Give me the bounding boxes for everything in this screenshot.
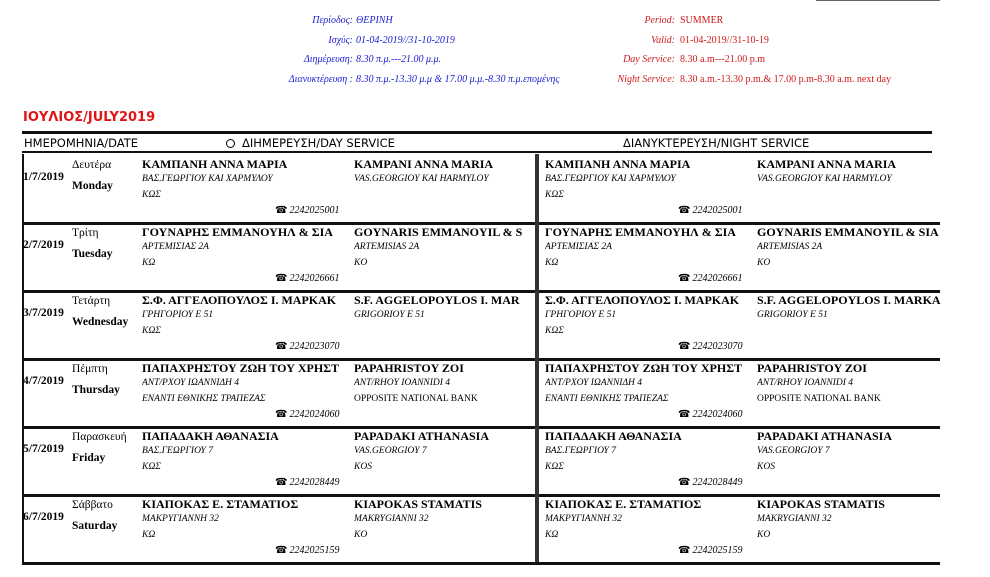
row-date: 2/7/2019 <box>23 239 64 251</box>
pharmacy-city: ΚΩΣ <box>545 462 564 472</box>
info-value: SUMMER <box>680 15 724 26</box>
pharmacy-name: ΠΑΠΑΔΑΚΗ ΑΘΑΝΑΣΙΑ <box>545 429 682 443</box>
night-pharmacy-english <box>757 157 967 187</box>
phone-icon: ☎ <box>275 409 288 420</box>
phone-number: 2242025001 <box>692 205 743 216</box>
info-label: Period: <box>644 15 675 26</box>
day-phone <box>275 273 339 284</box>
pharmacy-name: Σ.Φ. ΑΓΓΕΛΟΠΟΥΛΟΣ Ι. ΜΑΡΚΑΚ <box>142 293 337 307</box>
pharmacy-address: ANT/RHOY IOANNIDI 4 <box>757 378 854 388</box>
pharmacy-address: ARTEMISIAS 2A <box>757 242 823 252</box>
pharmacy-name: KAMPANI ANNA MARIA <box>354 157 494 171</box>
pharmacy-address: ANT/RHOY IOANNIDI 4 <box>354 378 451 388</box>
day-pharmacy-greek <box>142 225 352 271</box>
header-top-rule <box>22 131 932 134</box>
pharmacy-city: ΚΩ <box>142 530 156 540</box>
pharmacy-address: GRIGORIOY E 51 <box>757 310 828 320</box>
phone-number: 2242025159 <box>289 545 340 556</box>
info-label: Διανυκτέρευση : <box>288 73 353 85</box>
phone-number: 2242024060 <box>289 409 340 420</box>
day-pharmacy-english <box>354 293 564 323</box>
phone-icon: ☎ <box>275 477 288 488</box>
phone-icon: ☎ <box>275 341 288 352</box>
day-pharmacy-english <box>354 429 564 475</box>
pharmacy-name: PAPAHRISTOY ZOI <box>354 361 464 375</box>
row-date: 1/7/2019 <box>23 171 64 183</box>
row-weekday-greek: Τετάρτη <box>72 295 111 307</box>
phone-number: 2242026661 <box>692 273 743 284</box>
table-bottom-rule <box>22 562 940 565</box>
row-left-border <box>22 154 24 222</box>
greek-schedule-info <box>200 11 559 89</box>
pharmacy-name: ΚΙΑΠΟΚΑΣ Ε. ΣΤΑΜΑΤΙΟΣ <box>142 497 299 511</box>
row-weekday-english: Saturday <box>72 520 118 532</box>
pharmacy-address: ΑΡΤΕΜΙΣΙΑΣ 2Α <box>545 242 612 252</box>
pharmacy-name: ΓΟΥΝΑΡΗΣ ΕΜΜΑΝΟΥΗΛ & ΣΙΑ <box>545 225 736 239</box>
day-phone <box>275 409 339 420</box>
row-left-border <box>22 290 24 358</box>
schedule-row <box>22 426 940 494</box>
phone-number: 2242028449 <box>289 477 340 488</box>
info-row-day-en <box>550 50 891 70</box>
pharmacy-name: KAMPANI ANNA MARIA <box>757 157 897 171</box>
info-row-day-gr <box>200 50 559 70</box>
pharmacy-city: KOS <box>354 462 372 472</box>
night-phone <box>678 205 742 216</box>
info-label: Ισχύς: <box>328 34 353 46</box>
row-weekday-greek: Τρίτη <box>72 227 99 239</box>
info-value: 8.30 a.m---21.00 p.m <box>680 54 765 65</box>
info-row-valid-en <box>550 31 891 51</box>
pharmacy-name: ΓΟΥΝΑΡΗΣ ΕΜΜΑΝΟΥΗΛ & ΣΙΑ <box>142 225 333 239</box>
schedule-row <box>22 154 940 222</box>
phone-icon: ☎ <box>678 205 691 216</box>
pharmacy-address: MAKRYGIANNI 32 <box>757 514 832 524</box>
pharmacy-address: ΓΡΗΓΟΡΙΟΥ Ε 51 <box>545 310 617 320</box>
pharmacy-name: GOYNARIS EMMANOYIL & S <box>354 225 523 239</box>
pharmacy-name: ΠΑΠΑΧΡΗΣΤΟΥ ΖΩΗ ΤΟΥ ΧΡΗΣΤ <box>142 361 340 375</box>
info-label: Περίοδος: <box>312 15 353 26</box>
phone-icon: ☎ <box>275 205 288 216</box>
pharmacy-city: ΚΩ <box>545 530 559 540</box>
info-row-period-gr <box>200 11 559 31</box>
pharmacy-city: ΚΩΣ <box>142 190 161 200</box>
pharmacy-address: VAS.GEORGIOY KAI HARMYLOY <box>757 174 892 184</box>
row-weekday-english: Wednesday <box>72 316 129 328</box>
pharmacy-city: KO <box>354 258 368 268</box>
row-weekday-greek: Δευτέρα <box>72 159 112 171</box>
row-date: 5/7/2019 <box>23 443 64 455</box>
night-pharmacy-greek <box>545 293 755 339</box>
pharmacy-city: KO <box>354 530 368 540</box>
pharmacy-name: ΚΑΜΠΑΝΗ ΑΝΝΑ ΜΑΡΙΑ <box>545 157 691 171</box>
column-header-night-service: ΔΙΑΝΥΚΤΕΡΕΥΣΗ/NIGHT SERVICE <box>623 136 810 150</box>
pharmacy-address: ΓΡΗΓΟΡΙΟΥ Ε 51 <box>142 310 214 320</box>
header-bottom-rule <box>22 151 932 153</box>
pharmacy-address: ΜΑΚΡΥΓΙΑΝΝΗ 32 <box>545 514 622 524</box>
schedule-row <box>22 358 940 426</box>
pharmacy-address: VAS.GEORGIOY 7 <box>354 446 427 456</box>
day-pharmacy-greek <box>142 361 352 407</box>
phone-number: 2242025159 <box>692 545 743 556</box>
schedule-row <box>22 222 940 290</box>
pharmacy-city: ΚΩΣ <box>142 326 161 336</box>
pharmacy-name: GOYNARIS EMMANOYIL & SIA <box>757 225 939 239</box>
pharmacy-name: ΠΑΠΑΧΡΗΣΤΟΥ ΖΩΗ ΤΟΥ ΧΡΗΣΤ <box>545 361 743 375</box>
pharmacy-name: PAPADAKI ATHANASIA <box>757 429 893 443</box>
row-weekday-greek: Πέμπτη <box>72 363 108 375</box>
pharmacy-name: S.F. AGGELOPOYLOS I. MARKA <box>757 293 941 307</box>
night-phone <box>678 341 742 352</box>
night-pharmacy-english <box>757 361 967 407</box>
info-label: Night Service: <box>617 73 675 85</box>
day-phone <box>275 341 339 352</box>
pharmacy-address: ΒΑΣ.ΓΕΩΡΓΙΟΥ ΚΑΙ ΧΑΡΜΥΛΟΥ <box>142 174 273 184</box>
sun-icon <box>226 139 235 148</box>
night-pharmacy-greek <box>545 361 755 407</box>
row-left-border <box>22 494 24 562</box>
phone-number: 2242028449 <box>692 477 743 488</box>
day-pharmacy-english <box>354 225 564 271</box>
pharmacy-name: PAPAHRISTOY ZOI <box>757 361 867 375</box>
night-pharmacy-greek <box>545 497 755 543</box>
pharmacy-city: ΚΩ <box>545 258 559 268</box>
row-weekday-english: Thursday <box>72 384 120 396</box>
day-pharmacy-greek <box>142 429 352 475</box>
pharmacy-address: ARTEMISIAS 2A <box>354 242 420 252</box>
pharmacy-city: OPPOSITE NATIONAL BANK <box>757 394 881 404</box>
pharmacy-name: KIAPOKAS STAMATIS <box>757 497 885 511</box>
row-date: 6/7/2019 <box>23 511 64 523</box>
phone-icon: ☎ <box>678 409 691 420</box>
pharmacy-address: ΒΑΣ.ΓΕΩΡΓΙΟΥ 7 <box>142 446 213 456</box>
day-pharmacy-greek <box>142 157 352 203</box>
info-label: Day Service: <box>623 54 675 65</box>
row-date: 4/7/2019 <box>23 375 64 387</box>
pharmacy-name: ΚΑΜΠΑΝΗ ΑΝΝΑ ΜΑΡΙΑ <box>142 157 288 171</box>
night-pharmacy-english <box>757 225 967 271</box>
pharmacy-address: MAKRYGIANNI 32 <box>354 514 429 524</box>
pharmacy-name: ΚΙΑΠΟΚΑΣ Ε. ΣΤΑΜΑΤΙΟΣ <box>545 497 702 511</box>
pharmacy-city: ΕΝΑΝΤΙ ΕΘΝΙΚΗΣ ΤΡΑΠΕΖΑΣ <box>142 394 266 404</box>
pharmacy-city: KO <box>757 530 771 540</box>
pharmacy-city: KO <box>757 258 771 268</box>
night-pharmacy-english <box>757 293 967 323</box>
phone-number: 2242026661 <box>289 273 340 284</box>
info-label: Valid: <box>651 34 675 46</box>
info-value: 01-04-2019//31-10-19 <box>680 34 769 46</box>
row-date: 3/7/2019 <box>23 307 64 319</box>
pharmacy-address: VAS.GEORGIOY 7 <box>757 446 830 456</box>
phone-icon: ☎ <box>275 273 288 284</box>
night-pharmacy-greek <box>545 429 755 475</box>
pharmacy-city: ΚΩΣ <box>545 326 564 336</box>
day-pharmacy-greek <box>142 497 352 543</box>
info-row-period-en <box>550 11 891 31</box>
info-value: 01-04-2019//31-10-2019 <box>356 34 455 46</box>
info-value: 8.30 a.m.-13.30 p.m.& 17.00 p.m-8.30 a.m. next day <box>680 73 892 85</box>
night-phone <box>678 273 742 284</box>
day-phone <box>275 545 339 556</box>
pharmacy-name: PAPADAKI ATHANASIA <box>354 429 490 443</box>
day-pharmacy-english <box>354 361 564 407</box>
phone-number: 2242023070 <box>692 341 743 352</box>
phone-number: 2242023070 <box>289 341 340 352</box>
night-pharmacy-greek <box>545 225 755 271</box>
top-edge-line <box>816 0 940 1</box>
schedule-row <box>22 494 940 562</box>
phone-icon: ☎ <box>678 341 691 352</box>
day-pharmacy-greek <box>142 293 352 339</box>
info-value: ΘΕΡΙΝΗ <box>356 15 393 26</box>
row-weekday-english: Tuesday <box>72 248 113 260</box>
pharmacy-address: ΑΝΤ/ΡΧΟΥ ΙΩΑΝΝΙΔΗ 4 <box>142 378 240 388</box>
pharmacy-city: KOS <box>757 462 775 472</box>
row-left-border <box>22 222 24 290</box>
pharmacy-city: ΕΝΑΝΤΙ ΕΘΝΙΚΗΣ ΤΡΑΠΕΖΑΣ <box>545 394 669 404</box>
pharmacy-name: S.F. AGGELOPOYLOS I. MAR <box>354 293 520 307</box>
pharmacy-name: KIAPOKAS STAMATIS <box>354 497 482 511</box>
column-header-date: ΗΜΕΡΟΜΗΝΙΑ/DATE <box>24 136 139 150</box>
row-weekday-english: Friday <box>72 452 106 464</box>
phone-number: 2242024060 <box>692 409 743 420</box>
phone-icon: ☎ <box>678 273 691 284</box>
day-pharmacy-english <box>354 157 564 187</box>
column-header-day-service <box>226 136 395 150</box>
pharmacy-city: ΚΩ <box>142 258 156 268</box>
phone-icon: ☎ <box>678 545 691 556</box>
pharmacy-name: Σ.Φ. ΑΓΓΕΛΟΠΟΥΛΟΣ Ι. ΜΑΡΚΑΚ <box>545 293 740 307</box>
phone-icon: ☎ <box>678 477 691 488</box>
pharmacy-city: OPPOSITE NATIONAL BANK <box>354 394 478 404</box>
schedule-row <box>22 290 940 358</box>
row-weekday-greek: Παρασκευή <box>72 431 127 443</box>
pharmacy-city: ΚΩΣ <box>142 462 161 472</box>
night-phone <box>678 545 742 556</box>
pharmacy-address: ΑΝΤ/ΡΧΟΥ ΙΩΑΝΝΙΔΗ 4 <box>545 378 643 388</box>
night-pharmacy-english <box>757 497 967 543</box>
day-pharmacy-english <box>354 497 564 543</box>
phone-icon: ☎ <box>275 545 288 556</box>
pharmacy-address: GRIGORIOY E 51 <box>354 310 425 320</box>
pharmacy-address: ΑΡΤΕΜΙΣΙΑΣ 2Α <box>142 242 209 252</box>
pharmacy-city: ΚΩΣ <box>545 190 564 200</box>
pharmacy-address: ΒΑΣ.ΓΕΩΡΓΙΟΥ ΚΑΙ ΧΑΡΜΥΛΟΥ <box>545 174 676 184</box>
pharmacy-address: ΒΑΣ.ΓΕΩΡΓΙΟΥ 7 <box>545 446 616 456</box>
row-weekday-greek: Σάββατο <box>72 499 113 511</box>
phone-number: 2242025001 <box>289 205 340 216</box>
row-weekday-english: Monday <box>72 180 113 192</box>
pharmacy-name: ΠΑΠΑΔΑΚΗ ΑΘΑΝΑΣΙΑ <box>142 429 279 443</box>
pharmacy-address: VAS.GEORGIOY KAI HARMYLOY <box>354 174 489 184</box>
month-title: ΙΟΥΛΙΟΣ/JULY2019 <box>23 110 156 125</box>
info-row-night-gr <box>200 70 559 90</box>
info-label: Διημέρευση: <box>303 54 353 65</box>
row-left-border <box>22 358 24 426</box>
night-pharmacy-english <box>757 429 967 475</box>
english-schedule-info <box>550 11 891 89</box>
night-phone <box>678 409 742 420</box>
day-phone <box>275 477 339 488</box>
row-left-border <box>22 426 24 494</box>
day-phone <box>275 205 339 216</box>
night-phone <box>678 477 742 488</box>
pharmacy-address: ΜΑΚΡΥΓΙΑΝΝΗ 32 <box>142 514 219 524</box>
column-header-day-label: ΔΙΗΜΕΡΕΥΣΗ/DAY SERVICE <box>242 136 395 150</box>
info-value: 8.30 π.μ.---21.00 μ.μ. <box>356 54 442 65</box>
night-pharmacy-greek <box>545 157 755 203</box>
info-row-valid-gr <box>200 31 559 51</box>
info-value: 8.30 π.μ.-13.30 μ.μ & 17.00 μ.μ.-8.30 π.μ.επομένης <box>356 73 560 85</box>
info-row-night-en <box>550 70 891 90</box>
